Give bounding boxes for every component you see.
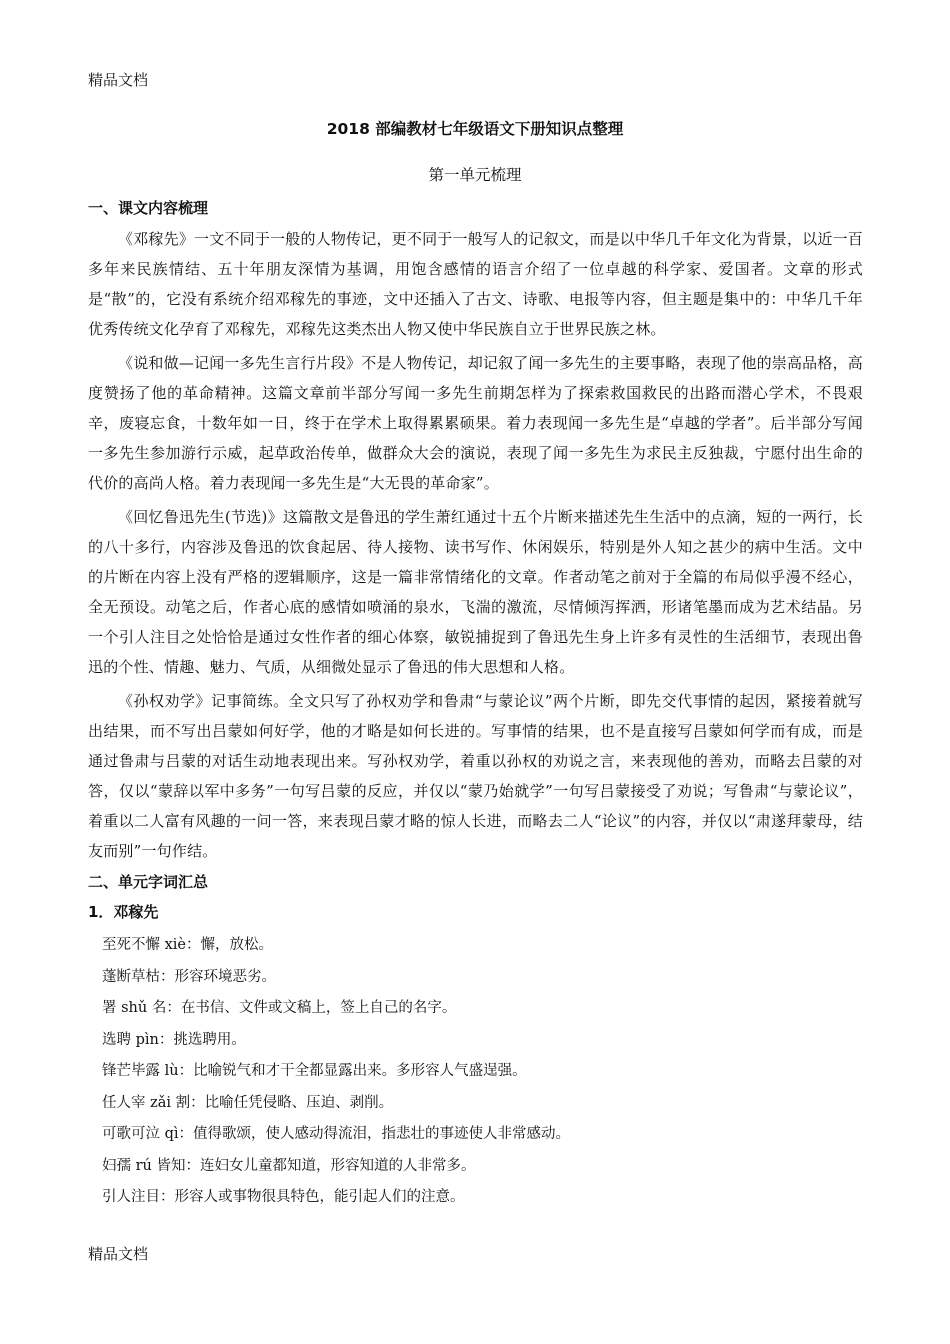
vocab-item: 引人注目：形容人或事物很具特色，能引起人们的注意。 xyxy=(102,1189,465,1205)
section-heading-content-review: 一、课文内容梳理 xyxy=(88,199,209,217)
footer-watermark: 精品文档 xyxy=(88,1245,149,1263)
section-heading-vocabulary: 二、单元字词汇总 xyxy=(88,873,209,891)
vocab-item: 可歌可泣 qì：值得歌颂，使人感动得流泪，指悲壮的事迹使人非常感动。 xyxy=(102,1126,571,1142)
paragraph-lu-xun: 《回忆鲁迅先生(节选)》这篇散文是鲁迅的学生萧红通过十五个片断来描述先生生活中的点滴，短的一两行，长的八十多行，内容涉及鲁迅的饮食起居、待人接物、读书写作、休闲娱乐，特别是外人知之甚少的病中生活。文中的片断在内容上没有严格的逻辑顺序，这是一篇非常情绪化的文章。作者动笔之前对于全篇的布局似乎漫不经心，全无预设。动笔之后，作者心底的感情如喷涌的泉水，飞湍的激流，尽情倾泻挥洒，形诸笔墨而成为艺术结晶。另一个引人注目之处恰恰是通过女性作者的细心体察，敏锐捕捉到了鲁迅先生身上许多有灵性的生活细节，表现出鲁迅的个性、情趣、魅力、气质，从细微处显示了鲁迅的伟大思想和人格。 xyxy=(88,508,863,676)
document-body xyxy=(88,196,863,1214)
document-title: 2018 部编教材七年级语文下册知识点整理 xyxy=(326,120,624,138)
vocab-item: 署 shǔ 名：在书信、文件或文稿上，签上自己的名字。 xyxy=(102,1000,457,1016)
vocab-item: 妇孺 rú 皆知：连妇女儿童都知道，形容知道的人非常多。 xyxy=(102,1157,476,1174)
paragraph-wen-yiduo: 《说和做—记闻一多先生言行片段》不是人物传记，却记叙了闻一多先生的主要事略，表现了他的崇高品格，高度赞扬了他的革命精神。这篇文章前半部分写闻一多先生前期怎样为了探索救国救民的出路而潜心学术，不畏艰辛，废寝忘食，十数年如一日，终于在学术上取得累累硕果。着力表现闻一多先生是“卓越的学者”。后半部分写闻一多先生参加游行示威，起草政治传单，做群众大会的演说，表现了闻一多先生为求民主反独裁，宁愿付出生命的代价的高尚人格。着力表现闻一多先生是“大无畏的革命家”。 xyxy=(88,354,863,492)
vocab-item: 锋芒毕露 lù：比喻锐气和才干全都显露出来。多形容人气盛逞强。 xyxy=(102,1063,527,1079)
paragraph-sun-quan: 《孙权劝学》记事简练。全文只写了孙权劝学和鲁肃“与蒙论议”两个片断，即先交代事情的起因，紧接着就写出结果，而不写出吕蒙如何好学，他的才略是如何长进的。写事情的结果，也不是直接写吕蒙如何学而有成，而是通过鲁肃与吕蒙的对话生动地表现出来。写孙权劝学，着重以孙权的劝说之言，来表现他的善劝，而略去吕蒙的对答，仅以“蒙辞以军中多务”一句写吕蒙的反应，并仅以“蒙乃始就学”一句写吕蒙接受了劝说；写鲁肃“与蒙论议”，着重以二人富有风趣的一问一答，来表现吕蒙才略的惊人长进，而略去二人“论议”的内容，并仅以“肃遂拜蒙母，结友而别”一句作结。 xyxy=(88,692,863,860)
header-watermark: 精品文档 xyxy=(88,71,149,89)
vocab-item: 任人宰 zǎi 割：比喻任凭侵略、压迫、剥削。 xyxy=(102,1094,394,1111)
vocab-item: 至死不懈 xiè：懈，放松。 xyxy=(102,937,274,953)
paragraph-deng-jiaxian: 《邓稼先》一文不同于一般的人物传记，更不同于一般写人的记叙文，而是以中华几千年文化为背景，以近一百多年来民族情结、五十年朋友深情为基调，用饱含感情的语言介绍了一位卓越的科学家、爱国者。文章的形式是“散”的，它没有系统介绍邓稼先的事迹，文中还插入了古文、诗歌、电报等内容，但主题是集中的：中华几千年优秀传统文化孕育了邓稼先，邓稼先这类杰出人物又使中华民族自立于世界民族之林。 xyxy=(88,230,863,338)
vocab-item: 蓬断草枯：形容环境恶劣。 xyxy=(102,968,276,985)
vocabulary-list xyxy=(88,930,863,1214)
unit-subtitle: 第一单元梳理 xyxy=(428,166,522,184)
vocab-item: 选聘 pìn：挑选聘用。 xyxy=(102,1031,246,1048)
subheading-deng-jiaxian: 1．邓稼先 xyxy=(88,903,159,921)
